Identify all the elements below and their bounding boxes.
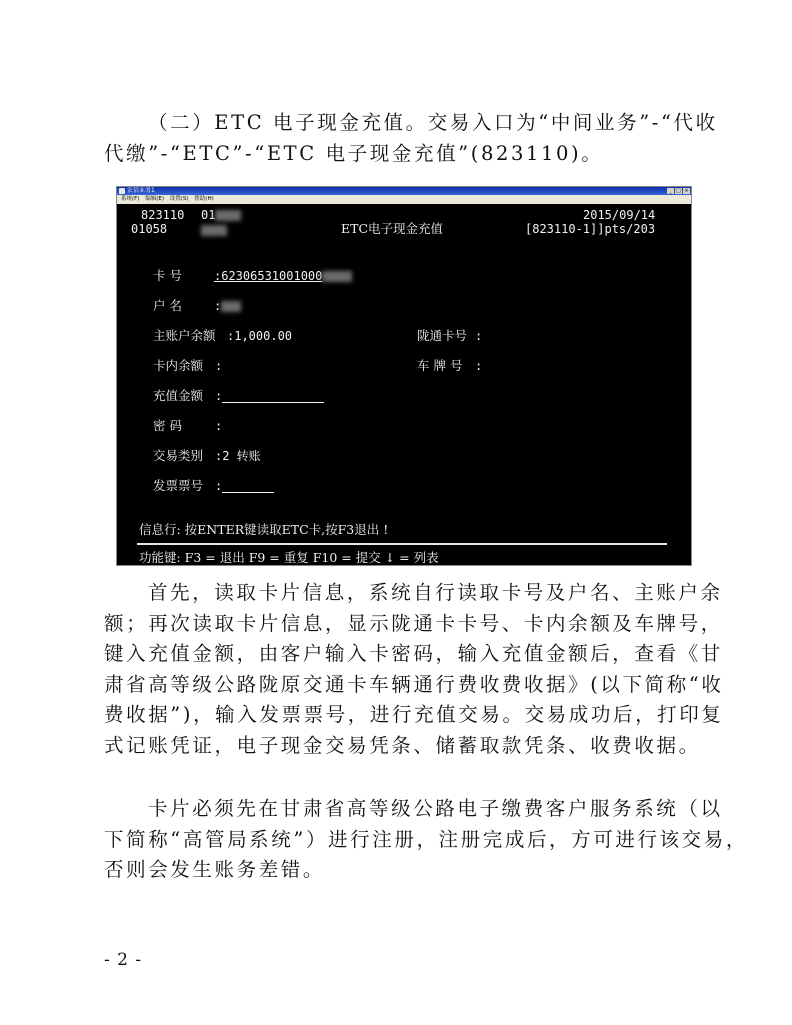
minimize-button[interactable]: _	[667, 188, 674, 194]
card-balance-value: :	[215, 359, 223, 373]
intro-line-1: （二）ETC 电子现金充值。交易入口为“中间业务”-“代收	[148, 111, 718, 134]
procedure-line-1: 首先，读取卡片信息，系统自行读取卡号及户名、主账户余	[148, 581, 723, 604]
info-line: 信息行: 按ENTER键读取ETC卡,按F3退出 !	[139, 522, 389, 537]
account-name-value: :	[214, 299, 241, 313]
card-balance-label: 卡内余额	[153, 358, 204, 373]
invoice-number-input[interactable]: :	[215, 479, 274, 493]
page-number: - 2 -	[104, 950, 143, 970]
registration-paragraph	[104, 794, 748, 886]
menu-system[interactable]: 系统(F)	[121, 196, 140, 202]
recharge-amount-input[interactable]: :	[215, 389, 324, 403]
maximize-button[interactable]: □	[676, 188, 681, 194]
close-button[interactable]: ×	[684, 188, 689, 194]
procedure-line-3: 键入充值金额，由客户输入卡密码，输入充值金额后，查看《甘	[104, 642, 723, 665]
plate-number-value: :	[475, 359, 483, 373]
procedure-paragraph	[104, 578, 724, 761]
recharge-amount-label: 充值金额	[153, 388, 204, 403]
main-balance-label: 主账户余额	[153, 328, 216, 343]
window-title: 农信业务1	[127, 187, 155, 194]
screen-title: ETC电子现金充值	[341, 221, 444, 236]
registration-line-3: 否则会发生账务差错。	[104, 858, 326, 881]
redacted-operator	[201, 223, 227, 237]
procedure-line-5: 费收据”)，输入发票票号，进行充值交易。交易成功后，打印复	[104, 703, 724, 726]
card-number-label: 卡 号	[153, 268, 182, 283]
transaction-type-value: :2 转账	[215, 449, 261, 463]
redacted-block	[215, 210, 241, 221]
window-titlebar	[117, 187, 691, 195]
app-icon	[119, 188, 125, 194]
function-keys-line: 功能键: F3 = 退出 F9 = 重复 F10 = 提交 ↓ = 列表	[139, 550, 439, 565]
menu-bar	[117, 195, 691, 204]
password-label: 密 码	[153, 418, 182, 433]
status-divider	[137, 543, 667, 545]
invoice-number-label: 发票票号	[153, 478, 204, 493]
account-name-label: 户 名	[153, 298, 182, 313]
main-balance-value: :1,000.00	[227, 329, 293, 343]
sub-code: 01	[201, 208, 241, 222]
screen-date: 2015/09/14	[583, 208, 656, 222]
plate-number-label: 车 牌 号	[417, 358, 463, 373]
longtong-card-value: :	[475, 329, 483, 343]
transaction-code: 823110	[141, 208, 185, 222]
intro-line-2: 代缴”-“ETC”-“ETC 电子现金充值”(823110)。	[104, 141, 604, 165]
menu-edit[interactable]: 编辑(E)	[145, 196, 164, 202]
menu-help[interactable]: 帮助(H)	[194, 196, 214, 202]
registration-line-2: 下简称“高管局系统”）进行注册，注册完成后，方可进行该交易，	[104, 827, 748, 851]
screen-id: [823110-1]]pts/203	[525, 222, 656, 236]
card-number-value[interactable]: :62306531001000	[214, 269, 352, 283]
branch-code: 01058	[131, 222, 168, 236]
procedure-line-6: 式记账凭证，电子现金交易凭条、储蓄取款凭条、收费收据。	[104, 733, 701, 757]
menu-settings[interactable]: 设置(S)	[169, 196, 189, 202]
longtong-card-label: 陇通卡号	[417, 328, 468, 343]
password-input[interactable]: :	[215, 419, 223, 433]
intro-paragraph	[104, 108, 718, 169]
transaction-type-label: 交易类别	[153, 448, 204, 463]
window-controls	[667, 188, 690, 194]
procedure-line-4: 肃省高等级公路陇原交通卡车辆通行费收费收据》(以下简称“收	[104, 672, 724, 696]
terminal-screenshot	[116, 186, 692, 566]
procedure-line-2: 额；再次读取卡片信息，显示陇通卡卡号、卡内余额及车牌号，	[104, 611, 723, 635]
registration-line-1: 卡片必须先在甘肃省高等级公路电子缴费客户服务系统（以	[148, 797, 723, 820]
